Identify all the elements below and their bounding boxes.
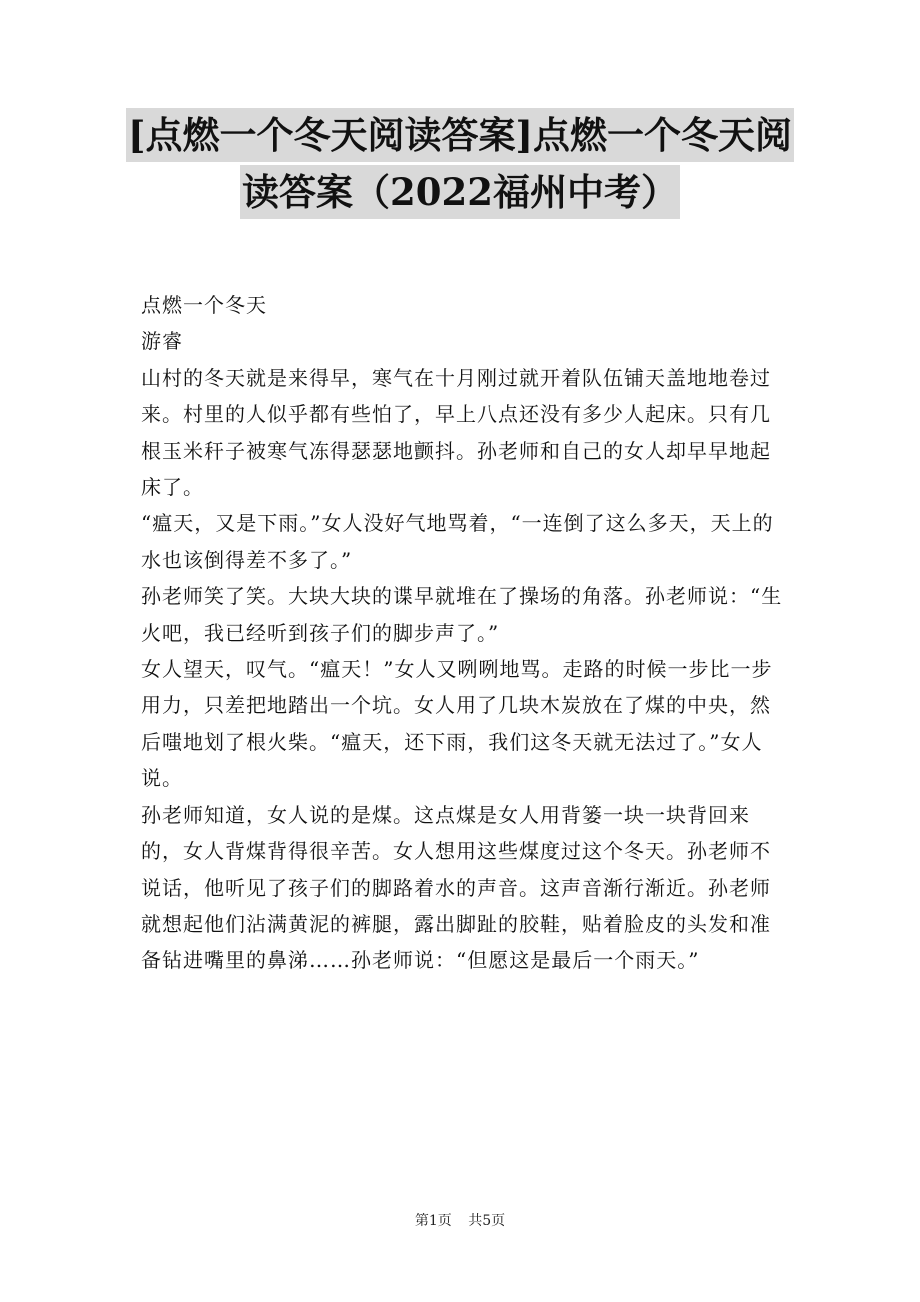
page-total: 共5页 <box>468 1213 506 1229</box>
paragraph: 女人望天，叹气。“瘟天！”女人又咧咧地骂。走路的时候一步比一步用力，只差把地踏出一个坑。女人用了几块木炭放在了煤的中央，然后嗤地划了根火柴。“瘟天，还下雨，我们这冬天就无法过了。”女人说。 <box>141 657 773 791</box>
article-heading: 点燃一个冬天 <box>141 293 267 317</box>
document-title <box>0 108 920 219</box>
paragraph: 山村的冬天就是来得早，寒气在十月刚过就开着队伍铺天盖地地卷过来。村里的人似乎都有些怕了，早上八点还没有多少人起床。只有几根玉米秆子被寒气冻得瑟瑟地颤抖。孙老师和自己的女人却早早地起床了。 <box>141 365 771 500</box>
paragraph: 孙老师笑了笑。大块大块的谍早就堆在了操场的角落。孙老师说：“生火吧，我已经听到孩子们的脚步声了。” <box>141 584 783 645</box>
article-author: 游睿 <box>141 329 183 354</box>
title-line-1: [点燃一个冬天阅读答案]点燃一个冬天阅 <box>126 108 794 162</box>
paragraph: 孙老师知道，女人说的是煤。这点煤是女人用背篓一块一块背回来的，女人背煤背得很辛苦。女人想用这些煤度过这个冬天。孙老师不说话，他听见了孩子们的脚路着水的声音。这声音渐行渐近。孙老师就想起他们沾满黄泥的裤腿，露出脚趾的胶鞋，贴着脸皮的头发和准备钻进嘴里的鼻涕……孙老师说：“但愿这是最后一个雨天。” <box>141 802 771 973</box>
page-number: 第1页 <box>414 1213 452 1229</box>
paragraph: “瘟天，又是下雨。”女人没好气地骂着，“一连倒了这么多天，天上的水也该倒得差不多了。” <box>141 511 774 572</box>
page-footer <box>0 1210 920 1230</box>
article-body <box>141 287 791 979</box>
title-line-2: 读答案（2022福州中考） <box>240 165 680 219</box>
